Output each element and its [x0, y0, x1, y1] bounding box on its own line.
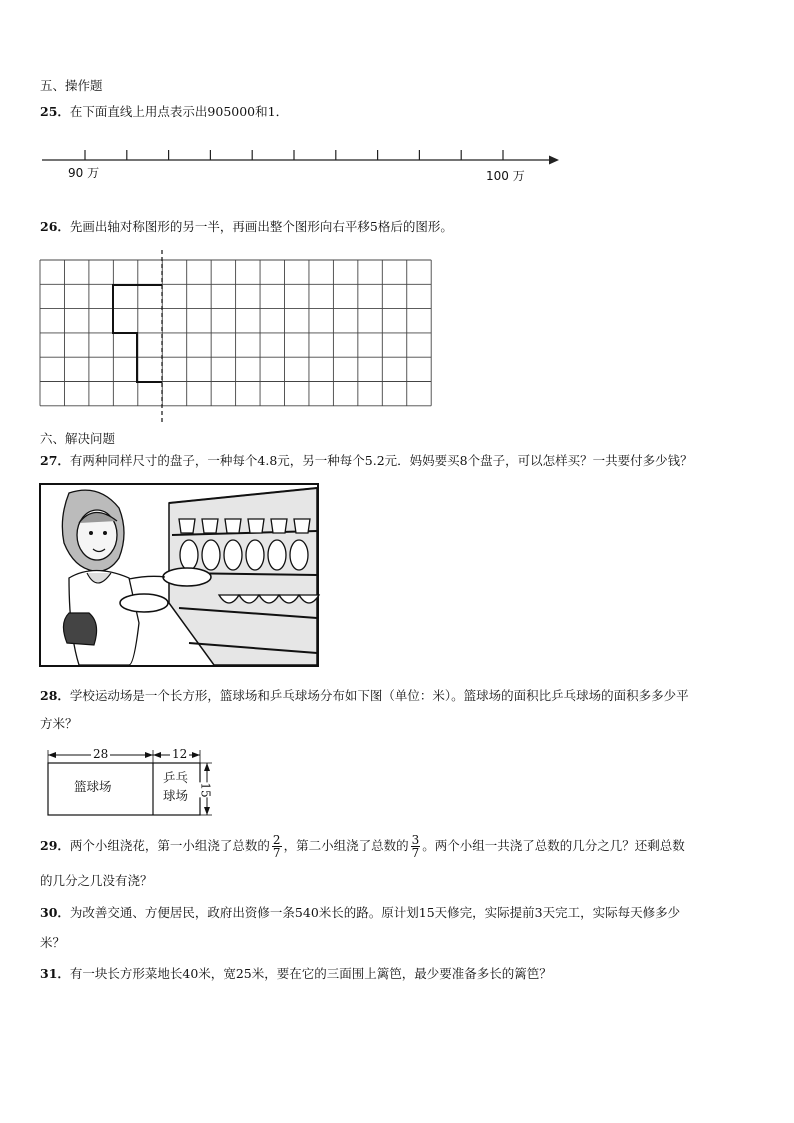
- section-5-heading: 五、操作题: [40, 78, 103, 93]
- question-29-line-1: [40, 833, 685, 859]
- question-28-line-2: 方米？: [40, 716, 78, 731]
- basketball-width-label: 28: [93, 747, 109, 761]
- question-25-number: 25．: [40, 104, 70, 119]
- question-27-text: 有两种同样尺寸的盘子，一种每个4.8元，另一种每个5.2元．妈妈要买8个盘子，可以怎样买？一共要付多少钱？: [69, 453, 693, 468]
- arrow-head-icon: [549, 156, 559, 165]
- pingpong-court-label-1: 乒乓: [163, 770, 189, 785]
- question-30-line-1: [40, 905, 680, 921]
- question-26-number: 26．: [40, 219, 70, 234]
- question-28-line-1: [40, 688, 689, 704]
- fraction-3-7: $\frac{3}{7}$: [411, 833, 420, 860]
- basketball-court-label: 篮球场: [74, 779, 112, 794]
- question-29-number: 29．: [40, 838, 70, 853]
- shopping-plates-illustration: [39, 483, 319, 667]
- question-26-text: 先画出轴对称图形的另一半，再画出整个图形向右平移5格后的图形。: [69, 219, 453, 234]
- plate: [224, 540, 242, 570]
- field-height-label: 15: [198, 782, 213, 798]
- question-25-text: 在下面直线上用点表示出905000和1．: [69, 104, 289, 119]
- cup: [248, 519, 264, 533]
- question-26: [40, 219, 453, 235]
- question-31-text: 有一块长方形菜地长40米，宽25米，要在它的三面围上篱笆，最少要准备多长的篱笆？: [69, 966, 552, 981]
- fraction-2-7: $\frac{2}{7}$: [272, 833, 281, 860]
- question-28-number: 28．: [40, 688, 70, 703]
- question-30-line-2: 米？: [40, 935, 66, 950]
- number-line-label-right: 100 万: [486, 169, 525, 183]
- plate: [202, 540, 220, 570]
- question-31-number: 31．: [40, 966, 70, 981]
- cup: [225, 519, 241, 533]
- question-29-line-2: 的几分之几没有浇？: [40, 873, 153, 888]
- question-31: [40, 966, 552, 982]
- number-line-label-left: 90 万: [68, 166, 100, 180]
- question-27-number: 27．: [40, 453, 70, 468]
- cup: [294, 519, 310, 533]
- plate: [180, 540, 198, 570]
- cup: [271, 519, 287, 533]
- pingpong-court-label-2: 球场: [163, 788, 189, 803]
- plate: [268, 540, 286, 570]
- cup: [179, 519, 195, 533]
- question-27: [40, 453, 693, 469]
- question-28-text-1: 学校运动场是一个长方形，篮球场和乒乓球场分布如下图（单位：米）。篮球场的面积比乒乓球场的面积多多少平: [69, 688, 689, 703]
- question-30-number: 30．: [40, 905, 70, 920]
- plate: [290, 540, 308, 570]
- half-shape: [113, 285, 162, 382]
- cup: [202, 519, 218, 533]
- question-29-part-1: 两个小组浇花，第一小组浇了总数的: [69, 838, 270, 853]
- question-29-part-2: ，第二小组浇了总数的: [283, 838, 409, 853]
- question-25: [40, 104, 288, 120]
- plate: [246, 540, 264, 570]
- section-6-heading: 六、解决问题: [40, 431, 116, 446]
- pingpong-width-label: 12: [172, 747, 188, 761]
- question-29-part-3: 。两个小组一共浇了总数的几分之几？还剩总数: [422, 838, 685, 853]
- question-30-text-1: 为改善交通、方便居民，政府出资修一条540米长的路。原计划15天修完，实际提前3天完工，实际每天修多少: [69, 905, 681, 920]
